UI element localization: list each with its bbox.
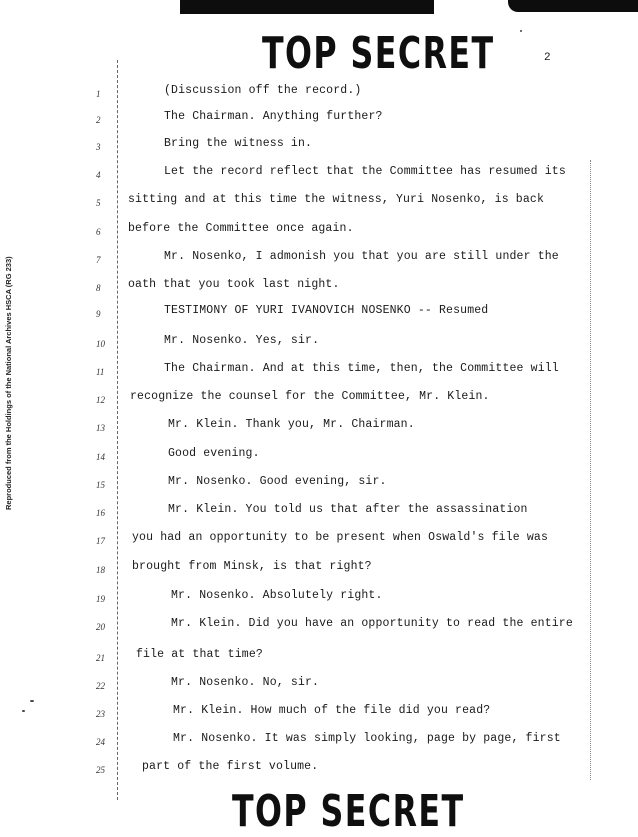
transcript-line (0, 304, 638, 324)
transcript-line (0, 362, 638, 382)
line-text: Mr. Klein. How much of the file did you read? (173, 704, 491, 717)
line-text: The Chairman. Anything further? (164, 110, 383, 123)
line-number: 10 (96, 339, 105, 349)
line-text: oath that you took last night. (128, 278, 340, 291)
line-number: 4 (96, 170, 101, 180)
line-text: Mr. Nosenko. No, sir. (171, 676, 320, 689)
transcript-line (0, 732, 638, 752)
transcript-line (0, 334, 638, 354)
archive-caption: Reproduced from the Holdings of the National Archives HSCA (RG 233) (4, 256, 13, 510)
line-text: part of the first volume. (142, 760, 319, 773)
line-text: (Discussion off the record.) (164, 84, 362, 97)
line-number: 16 (96, 508, 105, 518)
line-number: 11 (96, 367, 105, 377)
transcript-line (0, 704, 638, 724)
page-number: 2 (544, 52, 551, 64)
line-number: 8 (96, 283, 101, 293)
transcript-line (0, 418, 638, 438)
line-text: Let the record reflect that the Committee has resumed its (164, 165, 566, 178)
transcript-line (0, 560, 638, 580)
line-text: file at that time? (136, 648, 263, 661)
transcript-line (0, 110, 638, 130)
line-number: 17 (96, 536, 105, 546)
line-text: Bring the witness in. (164, 137, 313, 150)
line-number: 7 (96, 255, 101, 265)
transcript-line (0, 390, 638, 410)
redaction-bar-top-right (508, 0, 638, 12)
transcript-line (0, 84, 638, 104)
transcript-line (0, 531, 638, 551)
scan-speck (30, 700, 34, 702)
line-number: 15 (96, 480, 105, 490)
top-secret-stamp-top: TOP SECRET (262, 28, 495, 79)
line-number: 14 (96, 452, 105, 462)
line-text: Mr. Nosenko, I admonish you that you are still under the (164, 250, 559, 263)
transcript-line (0, 760, 638, 780)
transcript-line (0, 137, 638, 157)
line-number: 22 (96, 681, 105, 691)
line-number: 19 (96, 594, 105, 604)
line-number: 2 (96, 115, 101, 125)
transcript-line (0, 475, 638, 495)
line-number: 20 (96, 622, 105, 632)
transcript-line (0, 447, 638, 467)
line-number: 9 (96, 309, 101, 319)
line-text: Mr. Klein. Did you have an opportunity to read the entire (171, 617, 573, 630)
line-text: you had an opportunity to be present when Oswald's file was (132, 531, 549, 544)
scan-speck (520, 30, 522, 32)
line-number: 5 (96, 198, 101, 208)
line-number: 23 (96, 709, 105, 719)
scan-speck (22, 710, 25, 712)
line-number: 18 (96, 565, 105, 575)
transcript-line (0, 617, 638, 637)
line-text: Mr. Nosenko. Yes, sir. (164, 334, 320, 347)
transcript-line (0, 589, 638, 609)
line-text: Mr. Klein. You told us that after the assassination (168, 503, 528, 516)
line-number: 24 (96, 737, 105, 747)
line-text: brought from Minsk, is that right? (132, 560, 372, 573)
transcript-line (0, 165, 638, 185)
line-number: 6 (96, 227, 101, 237)
line-text: Mr. Nosenko. It was simply looking, page by page, first (173, 732, 561, 745)
line-text: The Chairman. And at this time, then, the Committee will (164, 362, 559, 375)
line-number: 12 (96, 395, 105, 405)
line-text: Mr. Nosenko. Good evening, sir. (168, 475, 387, 488)
line-text: Mr. Klein. Thank you, Mr. Chairman. (168, 418, 415, 431)
line-text: Good evening. (168, 447, 260, 460)
line-text: Mr. Nosenko. Absolutely right. (171, 589, 383, 602)
transcript-line (0, 222, 638, 242)
transcript-line (0, 503, 638, 523)
line-number: 3 (96, 142, 101, 152)
line-text: recognize the counsel for the Committee, Mr. Klein. (130, 390, 490, 403)
redaction-bar-top (180, 0, 434, 14)
line-text: sitting and at this time the witness, Yuri Nosenko, is back (128, 193, 545, 206)
transcript-line (0, 250, 638, 270)
line-number: 13 (96, 423, 105, 433)
line-text: TESTIMONY OF YURI IVANOVICH NOSENKO -- Resumed (164, 304, 489, 317)
line-number: 21 (96, 653, 105, 663)
transcript-line (0, 278, 638, 298)
line-number: 25 (96, 765, 105, 775)
transcript-line (0, 648, 638, 668)
top-secret-stamp-bottom: TOP SECRET (232, 786, 465, 837)
line-number: 1 (96, 89, 101, 99)
transcript-line (0, 676, 638, 696)
line-text: before the Committee once again. (128, 222, 354, 235)
transcript-line (0, 193, 638, 213)
